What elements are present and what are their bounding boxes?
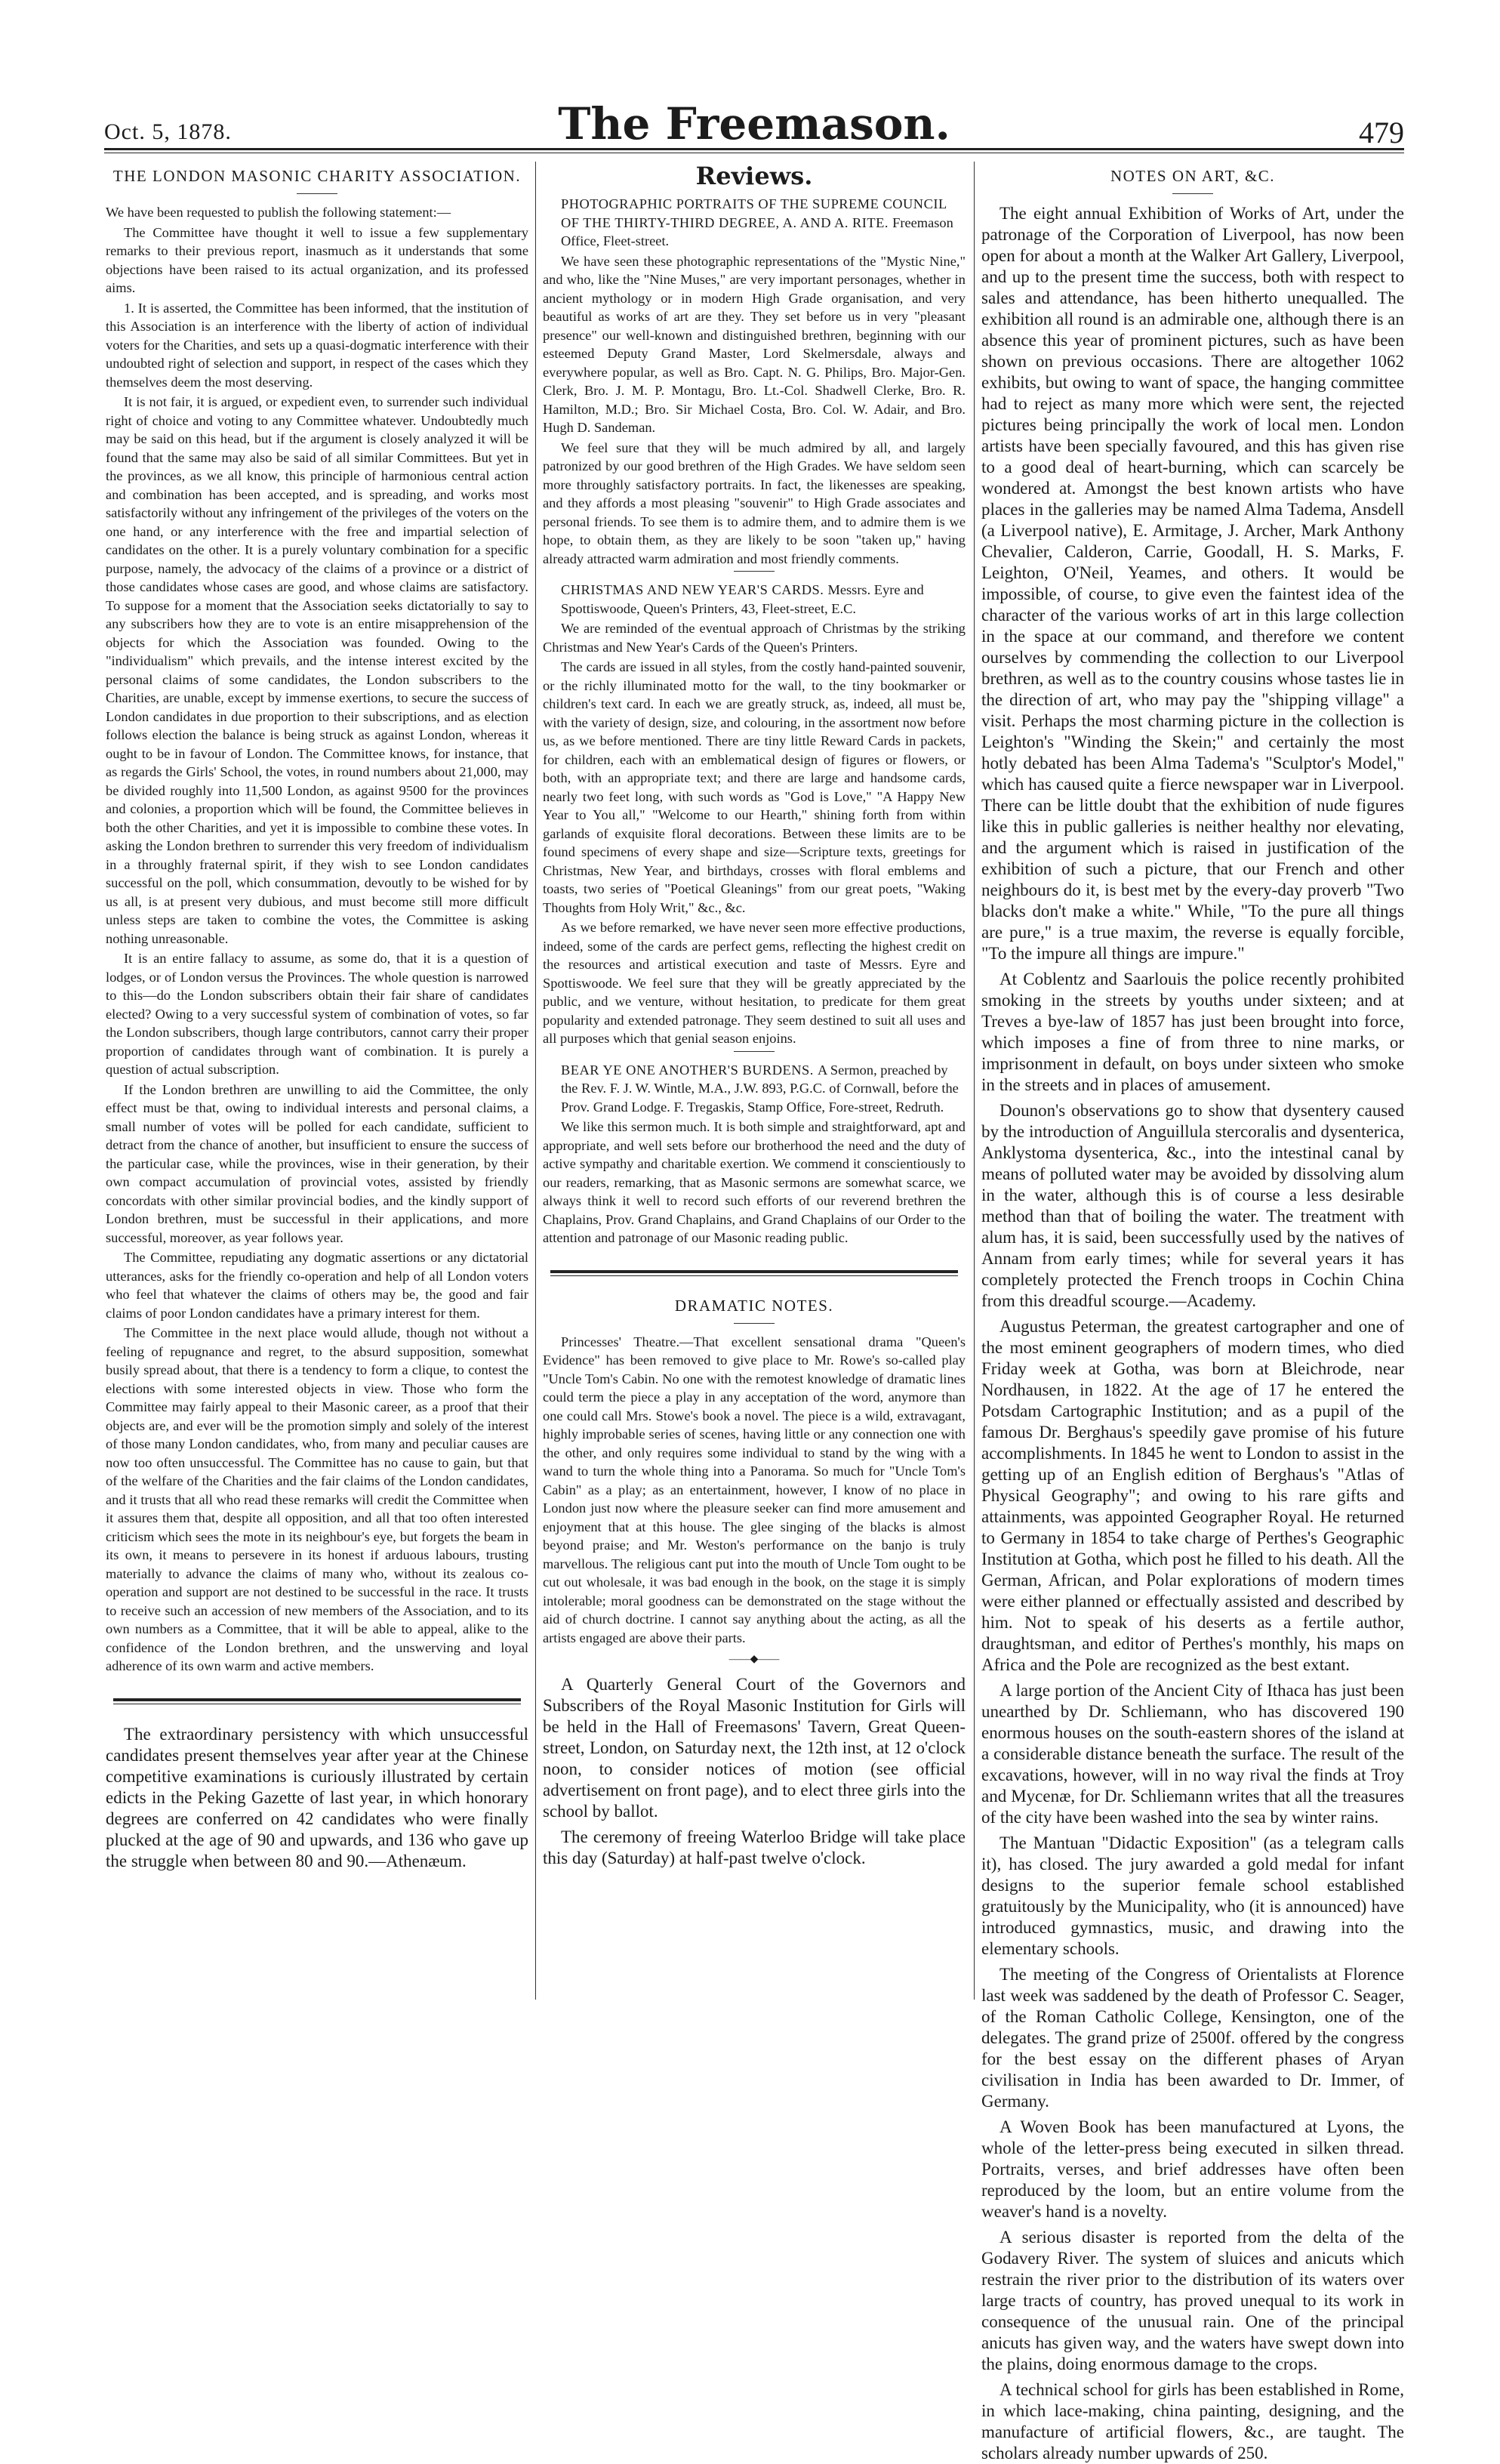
divider-rule [734,1051,775,1052]
paragraph: We feel sure that they will be much admired by all, and largely patronized by our good brethren of the High Grades. We have seldom seen more throughly satisfactory portraits. In fact, the likenesses are speaking, and they affords a most pleasing "souvenir" to High Grade associates and personal friends. To see them is to admire them, and to admire them is we hope, to obtain them, as they are likely to be soon "taken up," having already attracted warm admiration and most friendly comments. [543,439,966,566]
column-divider [974,162,975,2000]
paragraph: It is not fair, it is argued, or expedient even, to surrender such individual right of choice and voting to any Committee whatever. Undoubtedly much may be said on this head, but if the argument is closely analyzed it will be found that the same may also be said of all similar Committees. But yet in the provinces, as we all know, this principle of harmonious central action and combination has been accepted, and is spreading, and works most satisfactorily without any infringement of the privileges of the voters on the one hand, or any interference with the free and impartial selection of candidates on the other. It is a purely voluntary combination for a specific purpose, namely, the advocacy of the claims of a province or a district of those candidates whose cases are good, and whose claims are satisfactory. To suppose for a moment that the Association seeks dictatorially to say to any subscribers how they are to vote is an entire misapprehension of the objects for which the Association was founded. Owing to the "individualism" which prevails, and the intense interest excited by the personal claims of some candidates, the London subscribers to the Charities, are unable, except by immense exertions, to secure the success of London candidates in due proportion to their subscriptions, and as election follows election the balance is being struck as against London, whereas it ought to be in favour of London. The Committee knows, for instance, that as regards the Girls' School, the votes, in round numbers about 21,000, may be divided roughly into 11,500 London, as against 9500 for the provinces and colonies, a proportion which will be found, the Committee believes in both the other Charities, and yet it is impossible to combine these votes. In asking the London brethren to surrender this very freedom of individualism in a throughly fraternal spirit, if they wish to see London candidates successful on the poll, which consummation, devoutly to be wished for by us all, is at present very dubious, and must become still more difficult unless steps are taken to combine the votes, the Committee is asking nothing unreasonable. [106,394,528,946]
column-middle [543,162,966,2000]
reviews-heading: Reviews. [695,162,813,190]
paragraph: It is an entire fallacy to assume, as some do, that it is a question of lodges, or of London versus the Provinces. The whole question is narrowed to this—do the London subscribers obtain their fair share of candidates elected? Owing to a very successful system of combination of votes, so far the London subscribers, though large contributors, cannot carry their proper proportion of candidates through want of combination. It is purely a question of actual subscription. [106,951,528,1077]
review-publisher: A Sermon, preached by the Rev. F. J. W. Wintle, M.A., J.W. 893, P.G.C. of Cornwall, before the Prov. Grand Lodge. F. Tregaskis, Stamp Office, Fore-street, Redruth. [561,1062,959,1115]
paragraph: The Committee, repudiating any dogmatic assertions or any dictatorial utterances, asks for the friendly co-operation and help of all London voters who feel that whatever the claims of others may be, the good and fair claims of poor London candidates have a primary interest for them. [106,1250,528,1321]
article-heading-charity: THE LONDON MASONIC CHARITY ASSOCIATION. [112,167,522,185]
column-divider [535,162,536,2000]
notes-on-art-heading: NOTES ON ART, &C. [1110,167,1276,185]
paragraph: The cards are issued in all styles, from the costly hand-painted souvenir, or the richly illuminated motto for the wall, to the tiny bookmarker or children's text card. In each we are greatly struck, as, indeed, all must be, with the variety of design, size, and colouring, in the assortment now before us, as we before mentioned. There are tiny little Reward Cards in packets, for children, each with an emblematical design of figures or flowers, or both, with an appropriate text; and there are large and handsome cards, nearly two feet long, with such words as "God is Love," "A Happy New Year to You all," "Welcome to our Hearth," shining forth from within garlands of exquisite floral decorations. Between these limits are to be found specimens of every shape and size—Scripture texts, greetings for Christmas, New Year, and birthdays, crosses with floral emblems and toasts, two series of "Poetical Gleanings" from our great poets, "Waking Thoughts from Holy Writ," &c., &c. [543,659,966,915]
review-title: PHOTOGRAPHIC PORTRAITS OF THE SUPREME COUNCIL OF THE THIRTY-THIRD DEGREE, A. AND A. RITE. [561,196,947,230]
paragraph: The eight annual Exhibition of Works of Art, under the patronage of the Corporation of Liverpool, has now been open for about a month at the Walker Art Gallery, Liverpool, and up to the present time the success, both with respect to sales and attendance, has been hitherto unequalled. The exhibition all round is an admirable one, although there is an absence this year of prominent pictures, such as have been shown on previous occasions. There are altogether 1062 exhibits, but owing to want of space, the hanging committee had to reject as many more which were sent, the rejected pictures being principally the work of local men. London artists have been specially favoured, and this has given rise to a good deal of heart-burning, which can scarcely be wondered at. Amongst the best known artists who have places in the galleries may be named Alma Tadema, Ansdell (a Liverpool native), E. Armitage, J. Archer, Mark Anthony Chevalier, Calderon, Carrie, Goodall, H. S. Marks, F. Leighton, O'Neil, Yeames, and others. It would be impossible, of course, to give even the faintest idea of the character of the various works of art in this large collection in the space at our command, and therefore we content ourselves by commending the collection to our Liverpool brethren, as well as to the country cousins whose tastes lie in the direction of art, who may pay the "shipping village" a visit. Perhaps the most charming picture in the collection is Leighton's "Winding the Skein;" and certainly the most hotly debated has been Alma Tadema's "Sculptor's Model," which has caused quite a fierce newspaper war in Liverpool. There can be little doubt that the exhibition of nude figures like this in public galleries is neither healthy nor elevating, and the argument which is raised in justification of the exhibition of such a picture, that our French and other neighbours do it, is best met by the every-day proverb "Two blacks don't make a white." While, "To the pure all things are pure," is a true maxim, the reverse is equally forcible, "To the impure all things are impure." [981,204,1404,963]
paragraph: We have seen these photographic representations of the "Mystic Nine," and who, like the "Nine Muses," are very important personages, whether in ancient mythology or in modern High Grade organisation, and very beautiful as works of art are they. They set before us in very "pleasant presence" our well-known and distinguished brethren, beginning with our esteemed Deputy Grand Master, Lord Skelmersdale, always and everywhere popular, as well as Bro. Capt. N. G. Philips, Bro. Major-Gen. Clerk, Bro. J. M. P. Montagu, Bro. Lt.-Col. Shadwell Clerke, Bro. R. Hamilton, M.D.; Bro. Sir Michael Costa, Bro. Col. W. Adair, and Bro. Hugh D. Sandeman. [543,253,966,435]
heading-rule [297,193,337,194]
paragraph: The Mantuan "Didactic Exposition" (as a telegram calls it), has closed. The jury awarded a gold medal for infant designs to the superior female school established gratuitously by the Municipality, who (it is announced) have introduced gymnastics, music, and drawing into the elementary schools. [981,1833,1404,1958]
paragraph: A large portion of the Ancient City of Ithaca has just been unearthed by Dr. Schliemann, who has discovered 190 enormous houses on the south-eastern shores of the island at a considerable distance beneath the surface. The result of the excavations, however, will in no way rival the finds at Troy and Mycenæ, for Dr. Schliemann writes that all the treasures of the city have been washed into the sea by winter rains. [981,1681,1404,1827]
paragraph: We have been requested to publish the following statement:— [106,205,451,220]
paragraph: We are reminded of the eventual approach of Christmas by the striking Christmas and New Year's Cards of the Queen's Printers. [543,621,966,655]
paragraph: The Committee have thought it well to issue a few supplementary remarks to their previous report, inasmuch as it understands that some objections have been raised to its actual organization, and its professed aims. [106,224,528,295]
paragraph: Augustus Peterman, the greatest cartographer and one of the most eminent geographers of modern times, who died Friday week at Gotha, was born at Bleichrode, near Nordhausen, in 1822. At the age of 17 he entered the Potsdam Cartographic Institution; and as a pupil of the famous Dr. Berghaus's speedily gave promise of his future accomplishments. In 1845 he went to London to assist in the getting up of an English edition of Berghaus's "Atlas of Physical Geography"; and owing to his rare gifts and attainments, was appointed Geographer Royal. He returned to Germany in 1854 to take charge of Perthes's Geographic Institution at Gotha, which post he filled to his death. All the German, African, and Polar explorations of modern times were either planned or effectually assisted and described by him. Not to speak of his deserts as a fertile author, draughtsman, and editor of Perthes's monthly, his maps on Africa and the Pole are recognized as the best extant. [981,1317,1404,1674]
column-right [981,162,1404,2462]
issue-date: Oct. 5, 1878. [104,119,232,144]
paragraph: Dounon's observations go to show that dysentery caused by the introduction of Anguillula stercoralis and dysenterica, Anklystoma dysenterica, &c., into the intestinal canal by means of polluted water may be avoided by dissolving alum in the water, although this is of course a less desirable method than that of boiling the water. The treatment with alum has, it is said, been successfully used by the natives of Annam from early times; while for several years it has completely protected the French troops in Cochin China from this dreadful scourge.—Academy. [981,1101,1404,1310]
column-left [106,162,528,2000]
heading-rule [1172,193,1213,194]
paragraph: At Coblentz and Saarlouis the police recently prohibited smoking in the streets by youths under sixteen; and at Treves a bye-law of 1857 has just been brought into force, which imposes a fine of from three to nine marks, or imprisonment in default, on boys under sixteen who smoke in the streets and in places of amusement. [981,970,1404,1094]
paragraph: A Woven Book has been manufactured at Lyons, the whole of the letter-press being executed in silken thread. Portraits, verses, and brief addresses have often been reproduced by the loom, but an entire volume from the weaver's hand is a novelty. [981,2117,1404,2221]
paragraph-bridge: The ceremony of freeing Waterloo Bridge will take place this day (Saturday) at half-past twelve o'clock. [543,1827,966,1867]
section-rule [550,1270,958,1276]
paragraph: We like this sermon much. It is both simple and straightforward, apt and appropriate, and well sets before our brotherhood the need and the duty of active sympathy and charitable exertion. We commend it conscientiously to our readers, remarking, that as Masonic sermons are somewhat scarce, we always think it well to record such efforts of our reverend brethren the Chaplains, Prov. Grand Chaplains, and Grand Chaplains of our Order to the attention and patronage of our Masonic reading public. [543,1119,966,1245]
paragraph-court: A Quarterly General Court of the Governors and Subscribers of the Royal Masonic Institution for Girls will be held in the Hall of Freemasons' Tavern, Great Queen-street, London, on Saturday next, the 12th inst, at 12 o'clock noon, to consider notices of motion (see official advertisement on front page), and to elect three girls into the school by ballot. [543,1675,966,1821]
review-publisher: Messrs. Eyre and Spottiswoode, Queen's Printers, 43, Fleet-street, E.C. [561,582,924,616]
paragraph: Princesses' Theatre.—That excellent sensational drama "Queen's Evidence" has been removed to give place to Mr. Rowe's so-called play "Uncle Tom's Cabin. No one with the remotest knowledge of dramatic lines could term the piece a play in any acceptation of the word, anymore than one could call Mrs. Stowe's book a novel. The piece is a wild, extravagant, highly improbable series of scenes, having little or any connection one with the other, and only requires some individual to stand by the wing with a wand to turn the whole thing into a Panorama. So much for "Uncle Tom's Cabin" as a play; as an entertainment, however, I know of no place in London just now where the pleasure seeker can find more amusement and enjoyment that at this house. The glee singing of the blacks is almost beyond praise; and Mr. Weston's performance on the banjo is truly marvellous. The religious cant put into the mouth of Uncle Tom ought to be cut out wholesale, it was bad enough in the book, on the stage it is simply intolerable; moral goodness can be demonstrated on the stage without the aid of church doctrine. I cannot say anything about the acting, as all the artists engaged are above their parts. [543,1334,966,1645]
review-heading [543,195,966,251]
paragraph: 1. It is asserted, the Committee has been informed, that the institution of this Association is an interference with the liberty of action of individual voters for the Charities, and sets up a quasi-dogmatic interference with their undoubted right of selection and support, in respect of the cases which they themselves deem the most deserving. [106,300,528,390]
paragraph-persistency: The extraordinary persistency with which unsuccessful candidates present themselves year after year at the Chinese competitive examinations is curiously illustrated by certain edicts in the Peking Gazette of last year, in which honorary degrees are conferred on 42 candidates who were finally plucked at the age of 90 and upwards, and 136 who gave up the struggle when between 80 and 90.—Athenæum. [106,1724,528,1870]
review-heading [543,581,966,618]
review-publisher: Freemason Office, Fleet-street. [561,214,953,248]
paragraph: The Committee in the next place would allude, though not without a feeling of repugnance and regret, to the absurd supposition, somewhat busily spread about, that there is a tendency to form a clique, to contest the elections with some interested objects in view. Those who form the Committee may fairly appeal to their Masonic career, as a proof that their objects are, and ever will be the promotion simply and solely of the interest of those many London candidates, who, from many and peculiar causes are now too often unsuccessful. The Committee has no cause to gain, but that of the welfare of the Charities and the fair claims of the London candidates, and it trusts that all who read these remarks will credit the Committee when it assures them that, despite all opposition, and all that too often interested criticism which sees the mote in its neighbour's eye, but forgets the beam in its own, it means to persevere in its honest if arduous labours, trusting materially to advance the claims of many who, without its zealous co-operation and support are not destined to be successful in the race. It trusts to receive such an accession of new members of the Association, and to its own numbers as a Committee, that it will be able to appeal, alike to the confidence of the London brethren, and the unswerving and loyal adherence of its own warm and active members. [106,1325,528,1673]
paragraph: A technical school for girls has been established in Rome, in which lace-making, china painting, designing, and the manufacture of artificial flowers, &c., are taught. The scholars already number upwards of 250. [981,2380,1404,2462]
divider-rule [734,571,775,572]
page-number: 479 [1359,116,1404,150]
review-heading [543,1061,966,1117]
masthead-rule [104,148,1404,153]
paragraph: If the London brethren are unwilling to aid the Committee, the only effect must be that, owing to individual interests and personal claims, a small number of votes will be polled for each candidate, sufficient to detract from the chance of another, but insufficient to ensure the success of the particular case, while the provinces, wise in their generation, by their own compact accumulation of provincial votes, assisted by friendly concordats with other similar provincial bodies, and the kindly support of London brethren, must be successful in their applications, and more successful, moreover, as year follows year. [106,1081,528,1245]
dramatic-notes-heading: DRAMATIC NOTES. [674,1296,834,1315]
heading-rule [734,1323,775,1324]
review-title: BEAR YE ONE ANOTHER'S BURDENS. [561,1062,814,1078]
paragraph: The meeting of the Congress of Orientalists at Florence last week was saddened by the death of Professor C. Seager, of the Roman Catholic College, Kensington, one of the delegates. The grand prize of 2500f. offered by the congress for the best essay on the different phases of Aryan civilisation in India has been awarded to Dr. Immer, of Germany. [981,1965,1404,2111]
paragraph: A serious disaster is reported from the delta of the Godavery River. The system of sluices and anicuts which restrain the river prior to the distribution of its waters over large tracts of country, has proved unequal to its work in consequence of the unusual rain. One of the principal anicuts has given way, and the waters have swept down into the plains, doing enormous damage to the crops. [981,2228,1404,2373]
review-title: CHRISTMAS AND NEW YEAR'S CARDS. [561,582,824,597]
ornament-divider: ——◆—— [728,1654,780,1665]
section-rule [113,1698,521,1704]
newspaper-title: The Freemason. [558,98,950,150]
paragraph: As we before remarked, we have never seen more effective productions, indeed, some of the cards are perfect gems, reflecting the highest credit on the resources and artistical execution and taste of Messrs. Eyre and Spottiswoode. We feel sure that they will be greatly appreciated by the public, and we venture, without hesitation, to predicate for them great popularity and extended patronage. They seem destined to suit all uses and all purposes which that genial season enjoins. [543,920,966,1046]
